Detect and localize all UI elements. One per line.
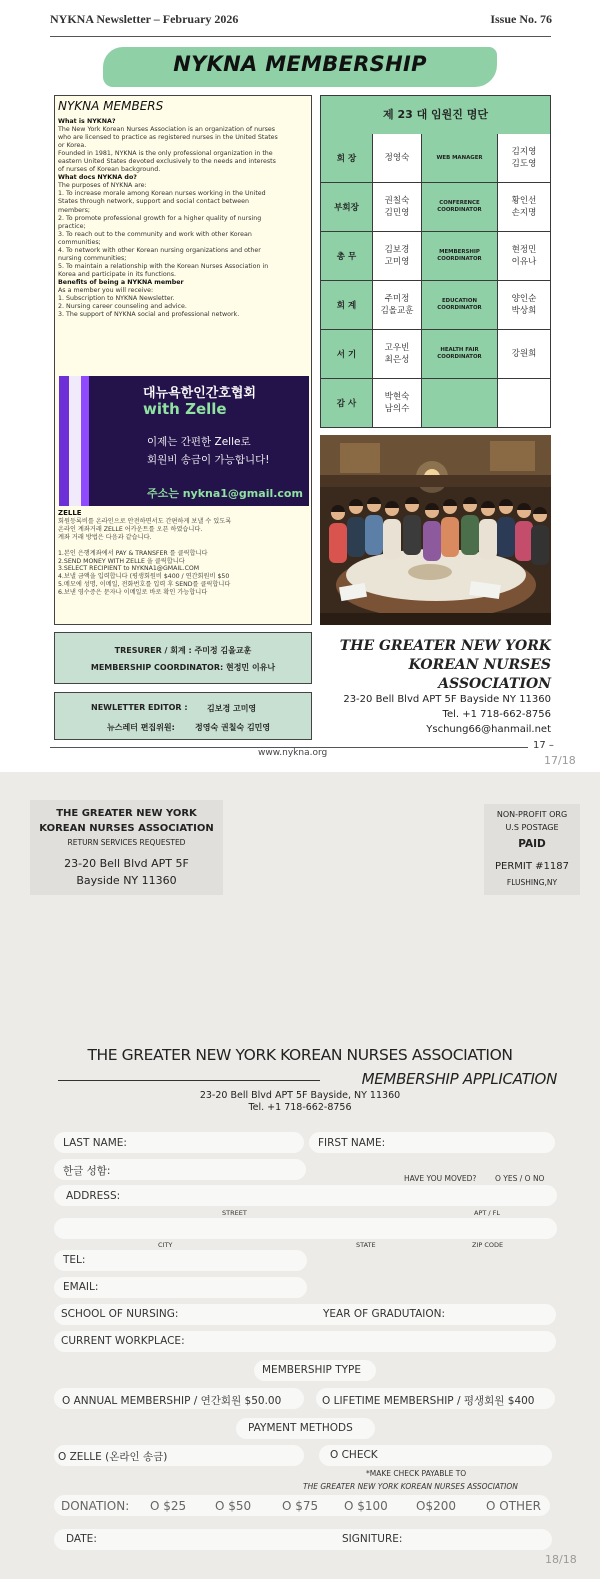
committee-names-empty xyxy=(498,379,550,427)
tel-field[interactable] xyxy=(54,1250,307,1271)
committee-names-text: 양인순 xyxy=(511,294,537,304)
zelle-advertisement xyxy=(59,376,309,506)
issue-number: Issue No. 76 xyxy=(490,12,552,26)
members-subheading: What docs NYKNA do? xyxy=(58,174,137,182)
members-title: NYKNA MEMBERS xyxy=(58,99,164,113)
committee-title xyxy=(422,183,498,232)
postage-line2: U.S POSTAGE xyxy=(505,823,559,832)
moved-question: HAVE YOU MOVED? xyxy=(404,1174,477,1183)
committee-names-text: 강원희 xyxy=(511,349,537,359)
committee-title-text: COORDINATOR xyxy=(437,354,482,360)
return-address-box xyxy=(30,800,223,895)
treasurer-line: TRESURER / 회계 : 주미정 김올교훈 xyxy=(114,646,252,655)
officer-names xyxy=(373,232,422,281)
zelle-ad-stripe xyxy=(69,376,81,506)
committee-title xyxy=(422,232,498,281)
members-subheading: Benefits of being a NYKNA member xyxy=(58,278,184,286)
zelle-section-title: ZELLE xyxy=(58,509,82,517)
korean-name-label: 한글 성함: xyxy=(63,1165,111,1177)
donation-option[interactable]: O $25 xyxy=(150,1499,187,1513)
page-counter: 17/18 xyxy=(544,754,576,767)
officer-role-text: 서 기 xyxy=(336,350,357,360)
form-tel: Tel. +1 718-662-8756 xyxy=(248,1102,352,1113)
form-association-title: THE GREATER NEW YORK KOREAN NURSES ASSOCIATION xyxy=(87,1046,513,1064)
footer-page-number: 17 – xyxy=(533,740,554,751)
graduation-year-label: YEAR OF GRADUTAION: xyxy=(323,1308,446,1320)
committee-names xyxy=(498,134,550,183)
form-subtitle: MEMBERSHIP APPLICATION xyxy=(361,1070,557,1088)
form-address: 23-20 Bell Blvd APT 5F Bayside, NY 11360 xyxy=(199,1090,401,1101)
return-services: RETURN SERVICES REQUESTED xyxy=(67,838,186,847)
officer-names-text: 고미영 xyxy=(384,257,410,267)
members-text-line: eastern United States devoted exclusively to the needs and interests xyxy=(58,158,276,166)
return-street: 23-20 Bell Blvd APT 5F xyxy=(64,857,189,870)
newsletter-page-18 xyxy=(0,772,600,1579)
check-payment-label: O CHECK xyxy=(330,1449,378,1461)
zelle-step: 4.보낼 금액을 입력합니다 (평생회원비 $400 / 연간회원비 $50 xyxy=(58,573,230,581)
page-counter: 18/18 xyxy=(545,1553,577,1566)
committee-title-text: HEALTH FAIR xyxy=(440,347,479,353)
postage-line1: NON-PROFIT ORG xyxy=(496,810,568,819)
zelle-intro-line: 회원등록비를 온라인으로 안전하면서도 간편하게 보낼 수 있도록 xyxy=(58,517,232,525)
annual-membership-label: O ANNUAL MEMBERSHIP / 연간회원 $50.00 xyxy=(62,1395,282,1407)
officer-role-text: 감 사 xyxy=(336,399,357,409)
officer-names xyxy=(373,281,422,330)
committee-names xyxy=(498,183,550,232)
lifetime-membership-label: O LIFETIME MEMBERSHIP / 평생회원 $400 xyxy=(322,1395,535,1407)
officer-role-text: 회 장 xyxy=(336,154,357,164)
members-text-line: 1. To increase morale among Korean nurses working in the United xyxy=(58,190,266,198)
newsletter-editor-label: NEWLETTER EDITOR : xyxy=(91,703,188,712)
zelle-payment-label: O ZELLE (온라인 송금) xyxy=(58,1451,168,1463)
officer-names-text: 정영숙 xyxy=(384,153,410,163)
zelle-step: 6.보낸 영수증은 문자나 이메일로 바로 확인 가능합니다 xyxy=(58,589,208,597)
street-caption: STREET xyxy=(222,1209,247,1217)
members-text-line: or Korea. xyxy=(58,142,87,150)
newsletter-committee-label: 뉴스레터 편집위원: xyxy=(107,723,175,732)
payment-methods-label: PAYMENT METHODS xyxy=(248,1422,353,1434)
return-city: Bayside NY 11360 xyxy=(76,874,177,887)
city-caption: CITY xyxy=(158,1241,173,1249)
donation-option[interactable]: O$200 xyxy=(416,1499,456,1513)
check-note: *MAKE CHECK PAYABLE TO xyxy=(366,1469,467,1478)
committee-names xyxy=(498,281,550,330)
members-text-line: practice; xyxy=(58,222,86,230)
group-photo-illustration xyxy=(320,435,551,625)
members-text-line: 3. To reach out to the community and work with other Korean xyxy=(58,230,252,238)
newsletter-editor-names: 김보경 고미영 xyxy=(207,704,257,713)
members-text-line: The New York Korean Nurses Association is an organization of nurses xyxy=(58,126,276,134)
officer-names xyxy=(373,134,422,183)
association-name xyxy=(330,637,551,694)
members-text-line: As a member you will receive: xyxy=(58,286,154,294)
donation-option[interactable]: O $100 xyxy=(344,1499,388,1513)
members-text-line: States through network, support and social contact between xyxy=(58,198,250,206)
committee-title-text: COORDINATOR xyxy=(437,305,482,311)
apt-caption: APT / FL xyxy=(474,1209,501,1217)
zelle-ad-email: 주소는 nykna1@gmail.com xyxy=(147,487,303,500)
officer-role xyxy=(321,379,373,427)
tel-label: TEL: xyxy=(63,1254,86,1266)
officer-role xyxy=(321,281,373,330)
zelle-ad-with-zelle: with Zelle xyxy=(143,400,227,418)
zelle-step: 2.SEND MONEY WITH ZELLE 을 클릭합니다 xyxy=(58,557,185,565)
committee-names-text: 현정민 xyxy=(511,245,537,255)
donation-option[interactable]: O $50 xyxy=(215,1499,252,1513)
zelle-intro-line: 온라인 계좌거래 ZELLE 어카운트를 오픈 하였습니다. xyxy=(58,525,203,533)
members-text-line: of nurses of Korean background. xyxy=(58,166,161,174)
newsletter-page-17 xyxy=(0,0,600,772)
committee-title-text: COORDINATOR xyxy=(437,256,482,262)
address-city-field[interactable] xyxy=(54,1218,557,1239)
members-info-box xyxy=(54,95,312,625)
association-name-line: KOREAN NURSES xyxy=(408,657,551,673)
committee-names-text: 이유나 xyxy=(511,257,537,267)
committee-names-text: 황인선 xyxy=(511,196,537,206)
header-divider xyxy=(50,36,551,37)
officer-names xyxy=(373,183,422,232)
association-name-line: THE GREATER NEW YORK xyxy=(339,638,551,654)
donation-option[interactable]: O OTHER xyxy=(486,1499,541,1513)
newsletter-header-title: NYKNA Newsletter – February 2026 xyxy=(50,12,239,26)
association-address: 23-20 Bell Blvd APT 5F Bayside NY 11360 xyxy=(343,694,551,705)
members-text-line: communities; xyxy=(58,238,101,246)
address-street-field[interactable] xyxy=(54,1185,557,1206)
committee-names xyxy=(498,330,550,379)
committee-title-empty xyxy=(422,379,498,427)
zelle-ad-org: 대뉴욕한인간호협회 xyxy=(143,386,257,401)
zelle-instructions xyxy=(58,510,310,597)
members-text-line: 4. To network with other Korean nursing organizations and other xyxy=(58,246,261,254)
zelle-ad-message-2: 회원비 송금이 가능합니다! xyxy=(147,454,270,466)
members-text-line: 5. To maintain a relationship with the Korean Nurses Association in xyxy=(58,262,269,270)
officer-names-text: 주미정 xyxy=(384,294,410,304)
photo-person-body xyxy=(423,521,441,561)
committee-names-text: 박상희 xyxy=(511,306,537,316)
committee-names-text: 손지명 xyxy=(511,208,537,218)
officer-names-text: 고우빈 xyxy=(384,343,410,353)
officer-role-text: 총 무 xyxy=(336,252,357,262)
postage-permit: PERMIT #1187 xyxy=(495,861,569,872)
zelle-ad-stripe xyxy=(81,376,89,506)
postage-location: FLUSHING,NY xyxy=(506,878,558,887)
officer-role xyxy=(321,134,373,183)
photo-person-body xyxy=(531,525,549,565)
date-label: DATE: xyxy=(66,1533,97,1545)
members-text-line: 1. Subscription to NYKNA Newsletter. xyxy=(58,295,175,303)
officer-names-text: 권칠숙 xyxy=(384,196,410,206)
membership-type-label: MEMBERSHIP TYPE xyxy=(262,1364,362,1376)
members-subheading: What is NYKNA? xyxy=(58,118,116,125)
postage-paid: PAID xyxy=(518,838,546,850)
officer-role xyxy=(321,183,373,232)
zelle-step: 5.메모에 성명, 이메일, 전화번호를 입력 후 SEND를 클릭합니다 xyxy=(58,581,231,589)
photo-person-body xyxy=(497,517,515,557)
newsletter-editors-box xyxy=(54,692,312,740)
members-text xyxy=(58,118,310,319)
zelle-ad-message-1: 이제는 간편한 Zelle로 xyxy=(147,436,251,448)
check-payee: THE GREATER NEW YORK KOREAN NURSES ASSOCIATION xyxy=(303,1482,518,1491)
email-label: EMAIL: xyxy=(63,1281,99,1293)
postage-indicia xyxy=(484,804,580,895)
officer-names xyxy=(373,379,422,427)
photo-person-body xyxy=(441,517,459,557)
banner-title: NYKNA MEMBERSHIP xyxy=(173,52,427,76)
members-text-line: nursing communities; xyxy=(58,254,127,262)
workplace-label: CURRENT WORKPLACE: xyxy=(61,1335,185,1347)
officer-names-text: 김보경 xyxy=(384,245,410,255)
committee-title xyxy=(422,281,498,330)
committee-title xyxy=(422,134,498,183)
committee-title-text: CONFERENCE xyxy=(439,200,480,206)
group-photo xyxy=(320,435,551,625)
association-email[interactable]: Yschung66@hanmail.net xyxy=(426,724,551,735)
signature-label: SIGNITURE: xyxy=(342,1533,403,1545)
officer-role xyxy=(321,330,373,379)
photo-person-body xyxy=(383,519,401,559)
newsletter-committee-names: 정영숙 권칠숙 김민영 xyxy=(195,723,271,732)
zip-caption: ZIP CODE xyxy=(472,1241,504,1249)
membership-coordinator-line: MEMBERSHIP COORDINATOR: 현정민 이유나 xyxy=(90,663,276,672)
committee-title xyxy=(422,330,498,379)
members-text-line: 2. Nursing career counseling and advice. xyxy=(58,303,187,311)
date-signature-field[interactable] xyxy=(54,1529,552,1550)
committee-title-text: EDUCATION xyxy=(441,298,478,304)
footer-url[interactable]: www.nykna.org xyxy=(258,748,328,758)
donation-label: DONATION: xyxy=(61,1499,130,1513)
members-text-line: 3. The support of NYKNA social and professional network. xyxy=(58,311,240,319)
first-name-label: FIRST NAME: xyxy=(318,1137,386,1149)
photo-person-body xyxy=(479,519,497,559)
photo-person-body xyxy=(461,515,479,555)
treasurer-box xyxy=(54,632,312,684)
officer-names-text: 김민영 xyxy=(384,208,410,218)
officers-table-title: 제 23 대 임원진 명단 xyxy=(321,96,550,135)
committee-title-text: WEB MANAGER xyxy=(436,154,483,161)
members-text-line: 2. To promote professional growth for a higher quality of nursing xyxy=(58,214,262,222)
committee-names xyxy=(498,232,550,281)
members-text-line: who are licensed to practice as registered nurses in the United States xyxy=(58,134,278,142)
state-caption: STATE xyxy=(356,1241,376,1249)
donation-option[interactable]: O $75 xyxy=(282,1499,319,1513)
members-text-line: members; xyxy=(58,206,91,214)
officer-names-text: 김올교훈 xyxy=(380,306,414,316)
zelle-step: 1.본인 은행계좌에서 PAY & TRANSFER 를 클릭합니다 xyxy=(58,549,208,557)
members-text-line: Korea and participate in its functions. xyxy=(58,270,177,278)
officer-role-text: 회 계 xyxy=(336,301,357,311)
zelle-intro-line: 계좌 거래 방법은 다음과 같습니다. xyxy=(58,533,152,541)
officer-names xyxy=(373,330,422,379)
photo-person-body xyxy=(515,521,533,561)
association-name-line: ASSOCIATION xyxy=(438,676,551,692)
return-org-line2: KOREAN NURSES ASSOCIATION xyxy=(39,823,214,834)
zelle-step: 3.SELECT RECIPIENT to NYKNA1@GMAIL.COM xyxy=(58,565,200,573)
committee-names-text: 김지영 xyxy=(511,147,537,157)
committee-names-text: 김도영 xyxy=(511,159,537,169)
officer-names-text: 남의수 xyxy=(384,404,410,414)
form-title-rule xyxy=(58,1080,320,1081)
committee-title-text: MEMBERSHIP xyxy=(439,249,480,255)
last-name-label: LAST NAME: xyxy=(63,1137,127,1149)
members-text-line: Founded in 1981, NYKNA is the only professional organization in the xyxy=(58,150,273,158)
members-text-line: The purposes of NYKNA are: xyxy=(58,182,147,190)
association-tel: Tel. +1 718-662-8756 xyxy=(442,709,551,720)
officer-role-text: 부회장 xyxy=(334,203,359,213)
officers-table xyxy=(320,95,551,428)
photo-person-body xyxy=(347,517,365,557)
association-contact xyxy=(320,692,551,737)
officer-names-text: 최은성 xyxy=(384,355,410,365)
photo-person-body xyxy=(365,515,383,555)
officer-names-text: 박현숙 xyxy=(384,392,410,402)
return-org-line1: THE GREATER NEW YORK xyxy=(56,808,197,819)
moved-options[interactable]: O YES / O NO xyxy=(495,1174,545,1183)
photo-person-body xyxy=(329,523,347,563)
committee-title-text: COORDINATOR xyxy=(437,207,482,213)
school-label: SCHOOL OF NURSING: xyxy=(61,1308,179,1320)
photo-person-body xyxy=(403,515,421,555)
officer-role xyxy=(321,232,373,281)
address-label: ADDRESS: xyxy=(66,1190,121,1202)
